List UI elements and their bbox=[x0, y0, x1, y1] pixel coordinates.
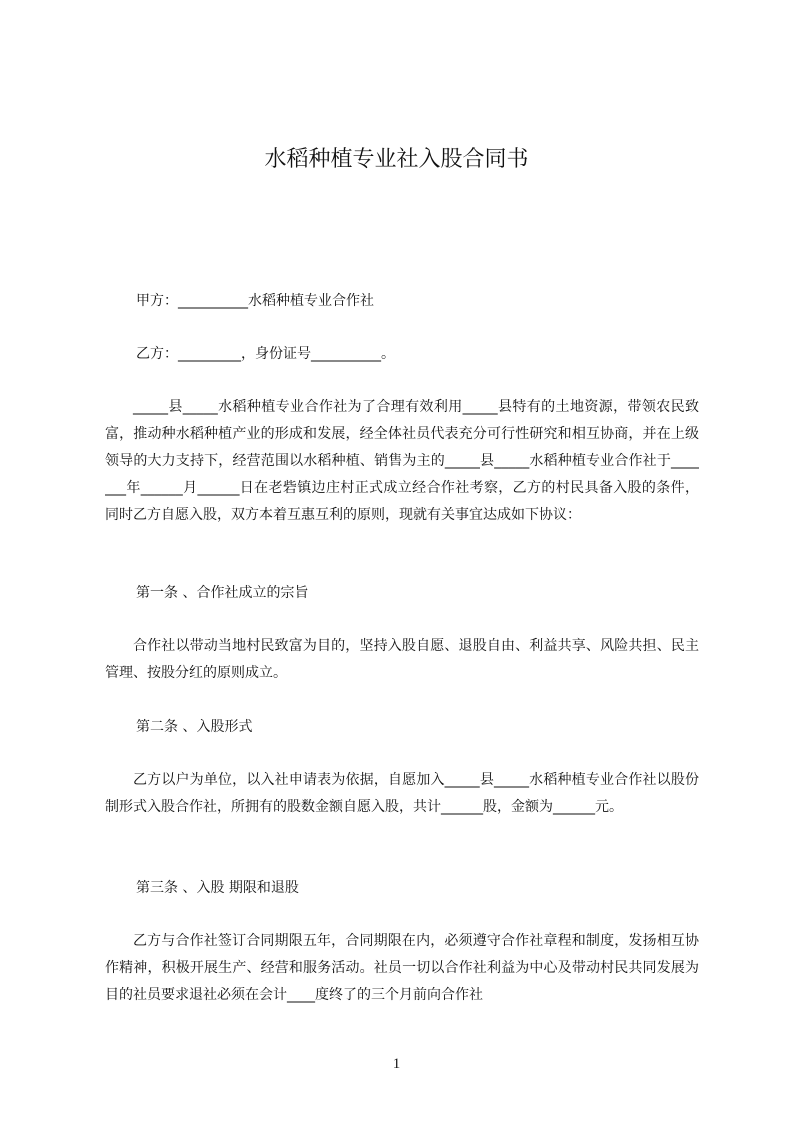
party-a-line: 甲方：__________水稻种植专业合作社 bbox=[136, 293, 374, 309]
article-2-heading: 第二条 、入股形式 bbox=[136, 719, 253, 735]
party-b-line: 乙方：_________，身份证号__________。 bbox=[136, 346, 395, 362]
article-1-body: 合作社以带动当地村民致富为目的，坚持入股自愿、退股自由、利益共享、风险共担、民主管理、按股分红的原则成立。 bbox=[105, 638, 699, 681]
article-1-heading: 第一条 、合作社成立的宗旨 bbox=[136, 585, 309, 601]
article-2-body: 乙方以户为单位，以入社申请表为依据，自愿加入_____县_____水稻种植专业合作社以股份制形式入股合作社，所拥有的股数金额自愿入股，共计______股，金额为______元。 bbox=[105, 772, 699, 815]
article-3-body: 乙方与合作社签订合同期限五年，合同期限在内，必须遵守合作社章程和制度，发扬相互协作精神，积极开展生产、经营和服务活动。社员一切以合作社利益为中心及带动村民共同发展为目的社员要求退社必须在会计____度终了的三个月前向合作社 bbox=[105, 933, 699, 1003]
document-title: 水稻种植专业社入股合同书 bbox=[264, 147, 529, 172]
article-3-heading: 第三条 、入股 期限和退股 bbox=[136, 880, 299, 896]
page-number: 1 bbox=[392, 1056, 401, 1072]
intro-paragraph: _____县_____水稻种植专业合作社为了合理有效利用_____县特有的土地资源，带领农民致富，推动种水稻种植产业的形成和发展，经全体社员代表充分可行性研究和相互协商，并在上级领导的大力支持下，经营范围以水稻种植、销售为主的_____县_____水稻种植专业合作社于_______年______月______日在老砦镇边庄村正式成立经合作社考察，乙方的村民具备入股的条件，同时乙方自愿入股，双方本着互惠互利的原则，现就有关事宜达成如下协议： bbox=[105, 399, 699, 523]
